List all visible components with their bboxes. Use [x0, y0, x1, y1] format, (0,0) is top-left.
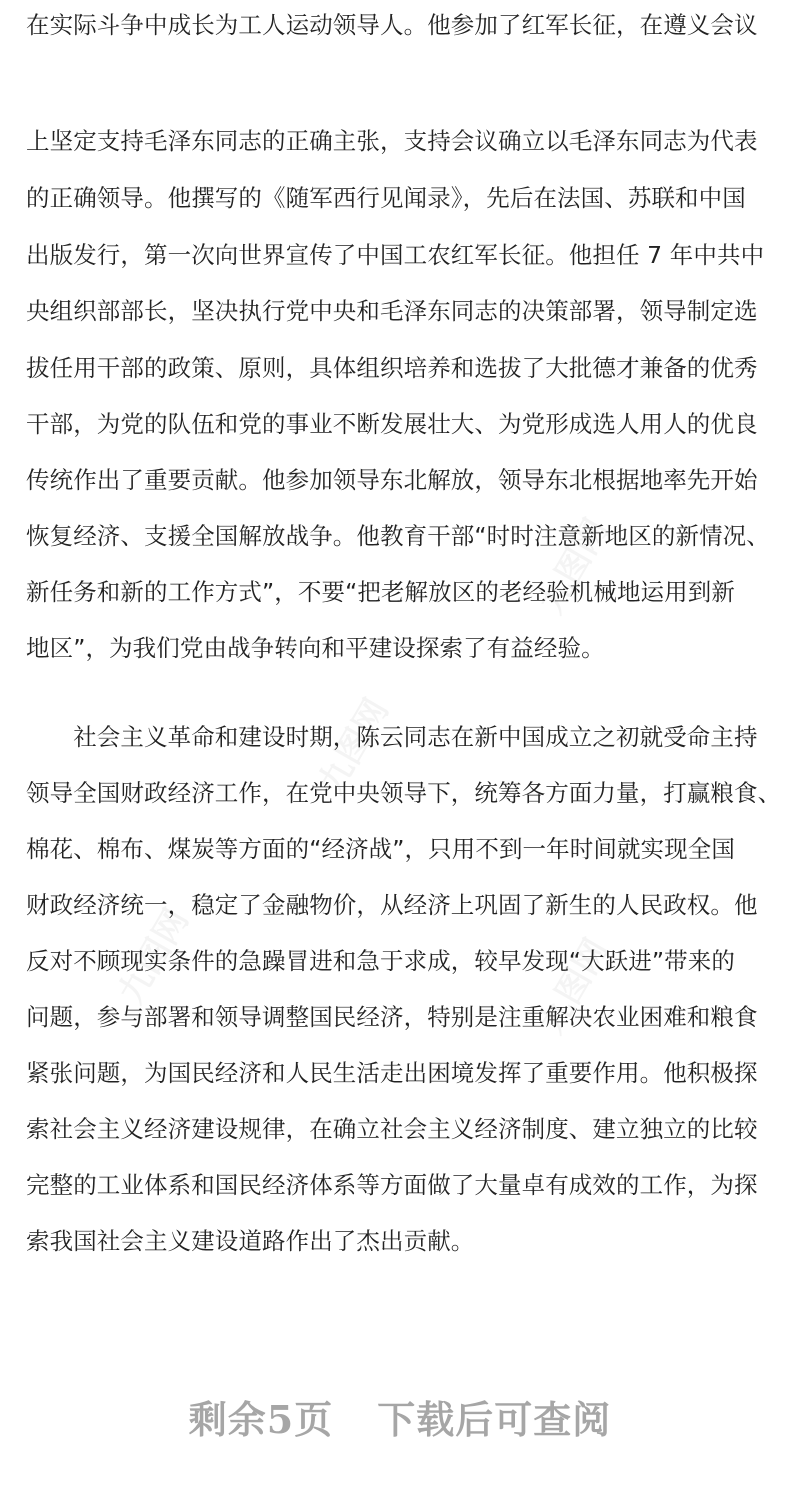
paragraph-line: 财政经济统一，稳定了金融物价，从经济上巩固了新生的人民政权。他	[26, 891, 758, 919]
paragraph-line: 反对不顾现实条件的急躁冒进和急于求成，较早发现“大跃进”带来的	[26, 947, 735, 975]
remaining-pages-label: 剩余5页	[188, 1397, 334, 1442]
paragraph-line: 央组织部部长，坚决执行党中央和毛泽东同志的决策部署，领导制定选	[26, 297, 758, 325]
paragraph-line: 恢复经济、支援全国解放战争。他教育干部“时时注意新地区的新情况、	[26, 522, 770, 550]
paragraph-line: 地区”，为我们党由战争转向和平建设探索了有益经验。	[26, 634, 605, 662]
download-prompt[interactable]	[0, 1392, 800, 1448]
paragraph-line: 领导全国财政经济工作，在党中央领导下，统筹各方面力量，打赢粮食、	[26, 779, 782, 807]
paragraph-line: 在实际斗争中成长为工人运动领导人。他参加了红军长征，在遵义会议	[26, 11, 758, 39]
paragraph-line: 社会主义革命和建设时期，陈云同志在新中国成立之初就受命主持	[26, 723, 758, 751]
paragraph-line: 的正确领导。他撰写的《随军西行见闻录》，先后在法国、苏联和中国	[26, 184, 746, 212]
paragraph-line: 上坚定支持毛泽东同志的正确主张，支持会议确立以毛泽东同志为代表	[26, 127, 758, 155]
paragraph-line: 紧张问题，为国民经济和人民生活走出困境发挥了重要作用。他积极探	[26, 1059, 758, 1087]
paragraph-line: 新任务和新的工作方式”，不要“把老解放区的老经验机械地运用到新	[26, 578, 735, 606]
paragraph-line: 传统作出了重要贡献。他参加领导东北解放，领导东北根据地率先开始	[26, 466, 758, 494]
paragraph-line: 拔任用干部的政策、原则，具体组织培养和选拔了大批德才兼备的优秀	[26, 354, 758, 382]
paragraph-line: 索社会主义经济建设规律，在确立社会主义经济制度、建立独立的比较	[26, 1115, 758, 1143]
paragraph-line: 棉花、棉布、煤炭等方面的“经济战”，只用不到一年时间就实现全国	[26, 835, 735, 863]
download-to-view-label: 下载后可查阅	[377, 1397, 612, 1442]
paragraph-line: 问题，参与部署和领导调整国民经济，特别是注重解决农业困难和粮食	[26, 1003, 758, 1031]
paragraph-line: 索我国社会主义建设道路作出了杰出贡献。	[26, 1227, 475, 1255]
paragraph-line: 干部，为党的队伍和党的事业不断发展壮大、为党形成选人用人的优良	[26, 410, 758, 438]
paragraph-line: 完整的工业体系和国民经济体系等方面做了大量卓有成效的工作，为探	[26, 1171, 758, 1199]
paragraph-line: 出版发行，第一次向世界宣传了中国工农红军长征。他担任 7 年中共中	[26, 241, 765, 269]
